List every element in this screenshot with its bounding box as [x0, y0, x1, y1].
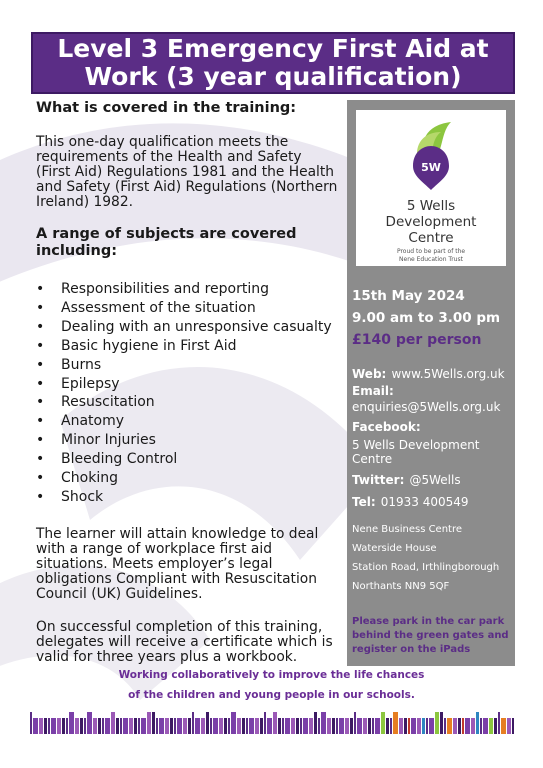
stripe-bar — [435, 712, 439, 734]
logo-name-line: 5 Wells — [406, 198, 456, 214]
stripe-bar — [314, 712, 317, 734]
stripe-bar — [372, 718, 374, 734]
list-item — [36, 412, 341, 431]
bullet-icon: • — [36, 432, 45, 449]
stripe-bar — [224, 718, 227, 734]
stripe-bar — [264, 712, 266, 734]
stripe-bar — [80, 718, 83, 734]
stripe-bar — [321, 712, 326, 734]
subject-text: Burns — [61, 356, 102, 373]
twitter-label: Twitter: — [352, 473, 405, 487]
bullet-icon: • — [36, 281, 45, 297]
stripe-bar — [462, 718, 464, 734]
stripe-bar — [386, 718, 389, 734]
web-contact — [352, 363, 505, 382]
bullet-icon: • — [36, 375, 45, 392]
list-item — [36, 488, 341, 507]
stripe-bar — [501, 718, 506, 734]
stripe-bar — [210, 718, 212, 734]
stripe-bar — [483, 718, 488, 734]
stripe-bar — [339, 718, 344, 734]
course-date: 15th May 2024 — [352, 288, 465, 304]
stripe-bar — [285, 718, 290, 734]
course-time: 9.00 am to 3.00 pm — [352, 310, 501, 326]
intro-paragraph — [36, 135, 341, 210]
stripe-bar — [296, 718, 299, 734]
stripe-bar — [159, 718, 164, 734]
facebook-link[interactable]: 5 Wells Development — [352, 438, 480, 452]
bullet-icon: • — [36, 318, 45, 335]
intro-line: and Safety (First Aid) Regulations (Northern — [36, 179, 338, 195]
stripe-bar — [206, 712, 209, 734]
subject-text: Minor Injuries — [61, 432, 156, 449]
stripe-bar — [453, 718, 457, 734]
stripe-bar — [62, 718, 65, 734]
stripe-bar — [51, 718, 56, 734]
stripe-bar — [57, 718, 61, 734]
stripe-bar — [363, 718, 367, 734]
stripe-bar — [183, 718, 187, 734]
stripe-bar — [309, 718, 313, 734]
stripe-bar — [102, 718, 104, 734]
logo-badge-text: 5W — [421, 161, 441, 174]
intro-line: Ireland) 1982. — [36, 194, 133, 210]
bullet-icon: • — [36, 356, 45, 373]
logo-tagline: Proud to be part of the — [396, 248, 466, 255]
parking-line: register on the iPads — [352, 644, 471, 655]
stripe-bar — [489, 718, 493, 734]
subject-text: Shock — [61, 488, 104, 505]
stripe-bar — [192, 712, 194, 734]
stripe-bar — [170, 718, 173, 734]
stripe-bar — [350, 718, 353, 734]
tel-label: Tel: — [352, 495, 376, 509]
stripe-bar — [231, 712, 236, 734]
stripe-bar — [249, 718, 254, 734]
info-sidebar — [347, 100, 515, 666]
stripe-bar — [93, 718, 97, 734]
subject-text: Dealing with an unresponsive casualty — [61, 318, 332, 335]
subjects-list — [36, 280, 341, 507]
parking-line: behind the green gates and — [352, 630, 509, 641]
bullet-icon: • — [36, 299, 45, 316]
stripe-bar — [260, 718, 263, 734]
stripe-bar — [498, 712, 500, 734]
decorative-stripe-bar — [30, 712, 514, 734]
stripe-bar — [66, 718, 68, 734]
list-item — [36, 393, 341, 412]
bullet-icon: • — [36, 451, 45, 468]
stripe-bar — [440, 712, 443, 734]
logo-name-line: Development — [385, 214, 477, 230]
outcome-line: Council (UK) Guidelines. — [36, 585, 203, 602]
address-line: Northants NN9 5QF — [352, 581, 450, 592]
stripe-bar — [87, 712, 92, 734]
stripe-bar — [255, 718, 259, 734]
stripe-bar — [152, 712, 155, 734]
footer-tagline-line-1: Working collaboratively to improve the life chances — [118, 669, 425, 681]
logo-box — [356, 110, 506, 266]
stripe-bar — [417, 718, 421, 734]
stripe-bar — [33, 718, 38, 734]
stripe-bar — [174, 718, 176, 734]
stripe-bar — [336, 718, 338, 734]
stripe-bar — [318, 718, 320, 734]
covered-heading: What is covered in the training: — [36, 100, 297, 116]
stripe-bar — [494, 718, 497, 734]
stripe-bar — [44, 718, 47, 734]
stripe-bar — [147, 712, 151, 734]
facebook-label: Facebook: — [352, 420, 421, 434]
title-line-1: Level 3 Emergency First Aid at — [57, 34, 489, 63]
stripe-bar — [458, 718, 461, 734]
tel-number: 01933 400549 — [380, 495, 469, 509]
certificate-line: valid for three years plus a workbook. — [36, 648, 298, 665]
stripe-bar — [116, 718, 119, 734]
stripe-bar — [84, 718, 86, 734]
intro-line: requirements of the Health and Safety — [36, 149, 302, 165]
stripe-bar — [30, 712, 32, 734]
stripe-bar — [426, 718, 428, 734]
subject-text: Epilepsy — [61, 375, 120, 392]
stripe-bar — [246, 718, 248, 734]
stripe-bar — [399, 718, 403, 734]
subject-text: Responsibilities and reporting — [61, 281, 270, 297]
outcome-line: obligations Compliant with Resuscitation — [36, 570, 317, 587]
stripe-bar — [141, 718, 146, 734]
stripe-bar — [138, 718, 140, 734]
email-label: Email: — [352, 384, 394, 398]
email-link[interactable]: enquiries@5Wells.org.uk — [352, 400, 501, 414]
stripe-bar — [237, 718, 241, 734]
stripe-bar — [327, 718, 331, 734]
stripe-bar — [134, 718, 137, 734]
stripe-bar — [345, 718, 349, 734]
twitter-link[interactable]: @5Wells — [409, 473, 461, 487]
stripe-bar — [471, 718, 475, 734]
stripe-bar — [480, 718, 482, 734]
title-line-2: Work (3 year qualification) — [84, 62, 462, 91]
web-label: Web: — [352, 367, 387, 381]
address-line: Nene Business Centre — [352, 524, 463, 535]
stripe-bar — [48, 718, 50, 734]
footer-tagline-line-2: of the children and young people in our schools. — [128, 689, 415, 701]
stripe-bar — [447, 718, 452, 734]
stripe-bar — [429, 718, 434, 734]
address-line: Waterside House — [352, 543, 437, 554]
stripe-bar — [129, 718, 133, 734]
stripe-bar — [75, 718, 79, 734]
subject-text: Basic hygiene in First Aid — [61, 337, 237, 354]
stripe-bar — [444, 718, 446, 734]
stripe-bar — [291, 718, 295, 734]
stripe-bar — [404, 718, 407, 734]
stripe-bar — [357, 718, 362, 734]
certificate-line: On successful completion of this training, — [36, 618, 323, 635]
main-content — [36, 100, 341, 665]
stripe-bar — [375, 718, 380, 734]
stripe-bar — [242, 718, 245, 734]
list-item — [36, 450, 341, 469]
stripe-bar — [300, 718, 302, 734]
stripe-bar — [111, 712, 115, 734]
twitter-contact — [352, 469, 461, 488]
list-item — [36, 469, 341, 488]
subject-text: Choking — [61, 470, 118, 487]
stripe-bar — [507, 718, 511, 734]
subjects-heading-line: A range of subjects are covered — [36, 226, 297, 242]
stripe-bar — [177, 718, 182, 734]
stripe-bar — [123, 718, 128, 734]
list-item — [36, 299, 341, 318]
stripe-bar — [465, 718, 470, 734]
stripe-bar — [69, 712, 74, 734]
list-item — [36, 431, 341, 450]
bullet-icon: • — [36, 413, 45, 430]
bullet-icon: • — [36, 337, 45, 354]
stripe-bar — [393, 712, 398, 734]
stripe-bar — [213, 718, 218, 734]
stripe-bar — [390, 718, 392, 734]
facebook-link-line-2[interactable]: Centre — [352, 452, 393, 466]
stripe-bar — [120, 718, 122, 734]
stripe-bar — [39, 718, 43, 734]
stripe-bar — [105, 718, 110, 734]
subjects-heading-line: including: — [36, 243, 118, 259]
logo-name-line: Centre — [408, 230, 454, 246]
stripe-bar — [381, 712, 385, 734]
bullet-icon: • — [36, 394, 45, 411]
stripe-bar — [98, 718, 101, 734]
bullet-icon: • — [36, 488, 45, 505]
stripe-bar — [368, 718, 371, 734]
subject-text: Anatomy — [61, 413, 125, 430]
subject-text: Resuscitation — [61, 394, 155, 411]
address-line: Station Road, Irthlingborough — [352, 562, 500, 573]
parking-line: Please park in the car park — [352, 616, 505, 627]
stripe-bar — [512, 718, 514, 734]
certificate-line: delegates will receive a certificate which is — [36, 633, 333, 650]
stripe-bar — [267, 718, 272, 734]
outcome-line: situations. Meets employer’s legal — [36, 555, 273, 572]
5wells-logo-icon — [403, 118, 459, 196]
title-banner — [31, 32, 515, 94]
stripe-bar — [201, 718, 205, 734]
logo-tagline: Nene Education Trust — [399, 256, 463, 263]
subject-text: Bleeding Control — [61, 451, 178, 468]
stripe-bar — [411, 718, 416, 734]
stripe-bar — [278, 718, 281, 734]
stripe-bar — [332, 718, 335, 734]
course-price: £140 per person — [352, 332, 482, 348]
stripe-bar — [303, 718, 308, 734]
list-item — [36, 375, 341, 394]
outcome-paragraph — [36, 527, 341, 602]
web-link[interactable]: www.5Wells.org.uk — [391, 367, 505, 381]
stripe-bar — [156, 718, 158, 734]
list-item — [36, 318, 341, 337]
certificate-paragraph — [36, 620, 341, 665]
intro-line: (First Aid) Regulations 1981 and the Health — [36, 164, 335, 180]
list-item — [36, 280, 341, 299]
stripe-bar — [195, 718, 200, 734]
intro-line: This one-day qualification meets the — [36, 134, 289, 150]
stripe-bar — [422, 718, 425, 734]
outcome-line: The learner will attain knowledge to deal — [36, 525, 319, 542]
stripe-bar — [219, 718, 223, 734]
stripe-bar — [165, 718, 169, 734]
subject-text: Assessment of the situation — [61, 299, 256, 316]
stripe-bar — [273, 712, 277, 734]
stripe-bar — [228, 718, 230, 734]
subjects-heading — [36, 226, 341, 260]
list-item — [36, 356, 341, 375]
tel-contact — [352, 491, 469, 510]
stripe-bar — [408, 718, 410, 734]
outcome-line: with a range of workplace first aid — [36, 540, 272, 557]
parking-note — [352, 615, 512, 657]
list-item — [36, 337, 341, 356]
stripe-bar — [354, 712, 356, 734]
bullet-icon: • — [36, 470, 45, 487]
stripe-bar — [282, 718, 284, 734]
stripe-bar — [476, 712, 479, 734]
stripe-bar — [188, 718, 191, 734]
